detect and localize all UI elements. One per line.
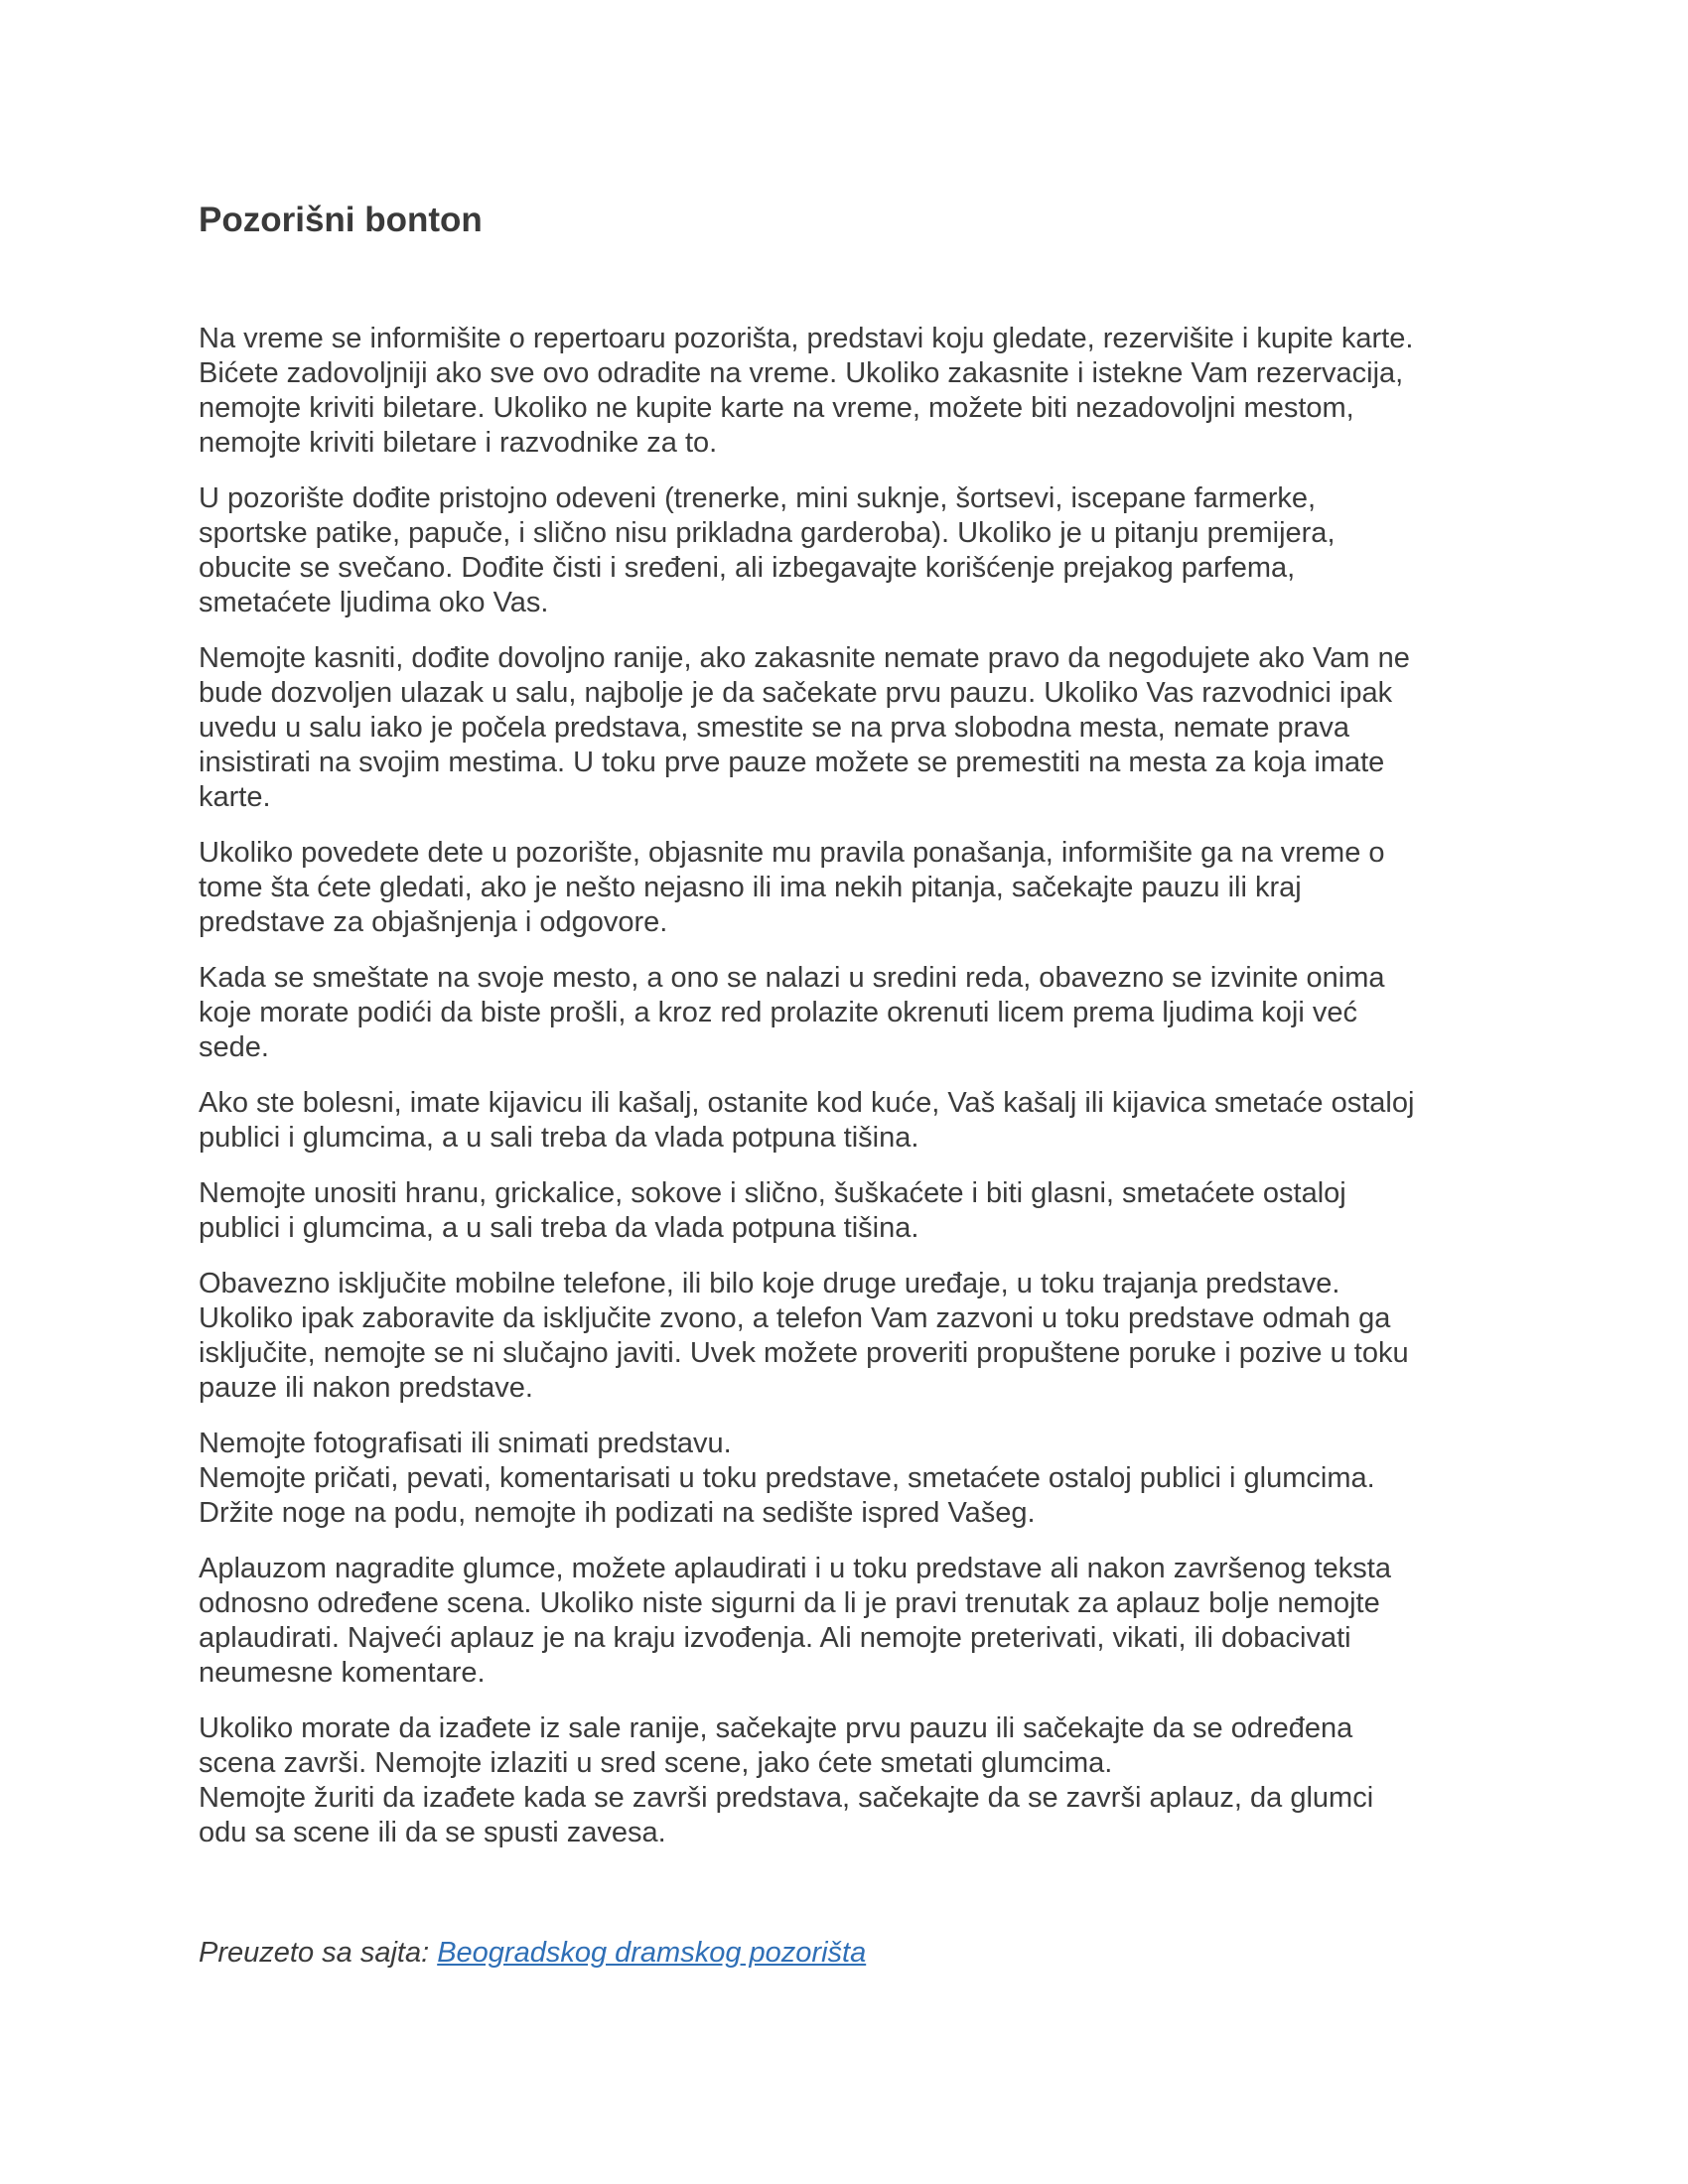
paragraph-seating xyxy=(199,961,1509,1065)
paragraph-phones xyxy=(199,1267,1509,1406)
paragraph-line: Ako ste bolesni, imate kijavicu ili kašalj, ostanite kod kuće, Vaš kašalj ili kijavica smetaće ostaloj xyxy=(199,1087,1415,1119)
paragraph-line: U pozorište dođite pristojno odeveni (trenerke, mini suknje, šortsevi, iscepane farmerke, xyxy=(199,482,1317,514)
paragraph-line: neumesne komentare. xyxy=(199,1657,486,1689)
paragraph-line: Držite noge na podu, nemojte ih podizati na sedište ispred Vašeg. xyxy=(199,1497,1036,1529)
paragraph-line: uvedu u salu iako je počela predstava, smestite se na prva slobodna mesta, nemate prava xyxy=(199,712,1350,744)
paragraph-line: aplaudirati. Najveći aplauz je na kraju izvođenja. Ali nemojte preterivati, vikati, ili dobacivati xyxy=(199,1622,1351,1654)
paragraph-line: Ukoliko povedete dete u pozorište, objasnite mu pravila ponašanja, informišite ga na vreme o xyxy=(199,837,1385,869)
paragraph-line: Ukoliko ipak zaboravite da isključite zvono, a telefon Vam zazvoni u toku predstave odmah ga xyxy=(199,1302,1391,1334)
paragraph-applause xyxy=(199,1552,1509,1691)
paragraph-children xyxy=(199,836,1509,940)
paragraph-line: odnosno određene scena. Ukoliko niste sigurni da li je pravi trenutak za aplauz bolje nemojte xyxy=(199,1587,1380,1619)
paragraph-line: koje morate podići da biste prošli, a kroz red prolazite okrenuti licem prema ljudima koji već xyxy=(199,997,1357,1028)
paragraph-line: Nemojte fotografisati ili snimati predstavu. xyxy=(199,1428,732,1459)
paragraph-food xyxy=(199,1176,1509,1246)
paragraph-line: Nemojte kasniti, dođite dovoljno ranije, ako zakasnite nemate pravo da negodujete ako Vam ne xyxy=(199,642,1410,674)
paragraph-line: Kada se smeštate na svoje mesto, a ono se nalazi u sredini reda, obavezno se izvinite onima xyxy=(199,962,1385,994)
paragraph-line: obucite se svečano. Dođite čisti i sređeni, ali izbegavajte korišćenje prejakog parfema, xyxy=(199,552,1296,584)
paragraph-line: tome šta ćete gledati, ako je nešto nejasno ili ima nekih pitanja, sačekajte pauzu ili kraj xyxy=(199,872,1302,903)
paragraph-line: karte. xyxy=(199,781,271,813)
paragraph-line: Aplauzom nagradite glumce, možete aplaudirati i u toku predstave ali nakon završenog teksta xyxy=(199,1553,1391,1584)
paragraph-line: Na vreme se informišite o repertoaru pozorišta, predstavi koju gledate, rezervišite i kupite karte. xyxy=(199,323,1414,354)
paragraph-punctuality xyxy=(199,641,1509,815)
document-body xyxy=(199,322,1509,1850)
paragraph-line: sportske patike, papuče, i slično nisu prikladna garderoba). Ukoliko je u pitanju premijera, xyxy=(199,517,1336,549)
paragraph-line: publici i glumcima, a u sali treba da vlada potpuna tišina. xyxy=(199,1212,919,1244)
paragraph-line: predstave za objašnjenja i odgovore. xyxy=(199,906,668,938)
paragraph-line: smetaćete ljudima oko Vas. xyxy=(199,587,549,618)
paragraph-behavior xyxy=(199,1427,1509,1531)
paragraph-line: pauze ili nakon predstave. xyxy=(199,1372,533,1404)
paragraph-line: odu sa scene ili da se spusti zavesa. xyxy=(199,1817,666,1848)
paragraph-line: sede. xyxy=(199,1031,269,1063)
paragraph-line: Bićete zadovoljniji ako sve ovo odradite na vreme. Ukoliko zakasnite i istekne Vam rezervacija, xyxy=(199,357,1404,389)
document-page xyxy=(199,195,1509,1971)
paragraph-dress-code xyxy=(199,481,1509,620)
paragraph-line: nemojte kriviti biletare. Ukoliko ne kupite karte na vreme, možete biti nezadovoljni mestom, xyxy=(199,392,1354,424)
paragraph-illness xyxy=(199,1086,1509,1156)
paragraph-leaving xyxy=(199,1711,1509,1850)
source-link[interactable]: Beogradskog dramskog pozorišta xyxy=(437,1937,867,1969)
paragraph-line: Nemojte žuriti da izađete kada se završi predstava, sačekajte da se završi aplauz, da glumci xyxy=(199,1782,1374,1814)
source-prefix: Preuzeto sa sajta: xyxy=(199,1937,438,1969)
paragraph-line: isključite, nemojte se ni slučajno javiti. Uvek možete proveriti propuštene poruke i pozive u toku xyxy=(199,1337,1409,1369)
paragraph-line: Ukoliko morate da izađete iz sale ranije, sačekajte prvu pauzu ili sačekajte da se određena xyxy=(199,1712,1353,1744)
document-title: Pozorišni bonton xyxy=(199,201,483,239)
paragraph-line: Nemojte pričati, pevati, komentarisati u toku predstave, smetaćete ostaloj publici i glumcima. xyxy=(199,1462,1375,1494)
paragraph-line: scena završi. Nemojte izlaziti u sred scene, jako ćete smetati glumcima. xyxy=(199,1747,1113,1779)
source-attribution xyxy=(199,1936,1509,1971)
paragraph-line: bude dozvoljen ulazak u salu, najbolje je da sačekate prvu pauzu. Ukoliko Vas razvodnici ipak xyxy=(199,677,1393,709)
paragraph-line: insistirati na svojim mestima. U toku prve pauze možete se premestiti na mesta za koja imate xyxy=(199,747,1385,778)
paragraph-line: Nemojte unositi hranu, grickalice, sokove i slično, šuškaćete i biti glasni, smetaćete ostaloj xyxy=(199,1177,1346,1209)
paragraph-line: publici i glumcima, a u sali treba da vlada potpuna tišina. xyxy=(199,1122,919,1154)
paragraph-line: nemojte kriviti biletare i razvodnike za to. xyxy=(199,427,718,459)
paragraph-line: Obavezno isključite mobilne telefone, ili bilo koje druge uređaje, u toku trajanja predstave. xyxy=(199,1268,1340,1299)
paragraph-repertoire xyxy=(199,322,1509,461)
